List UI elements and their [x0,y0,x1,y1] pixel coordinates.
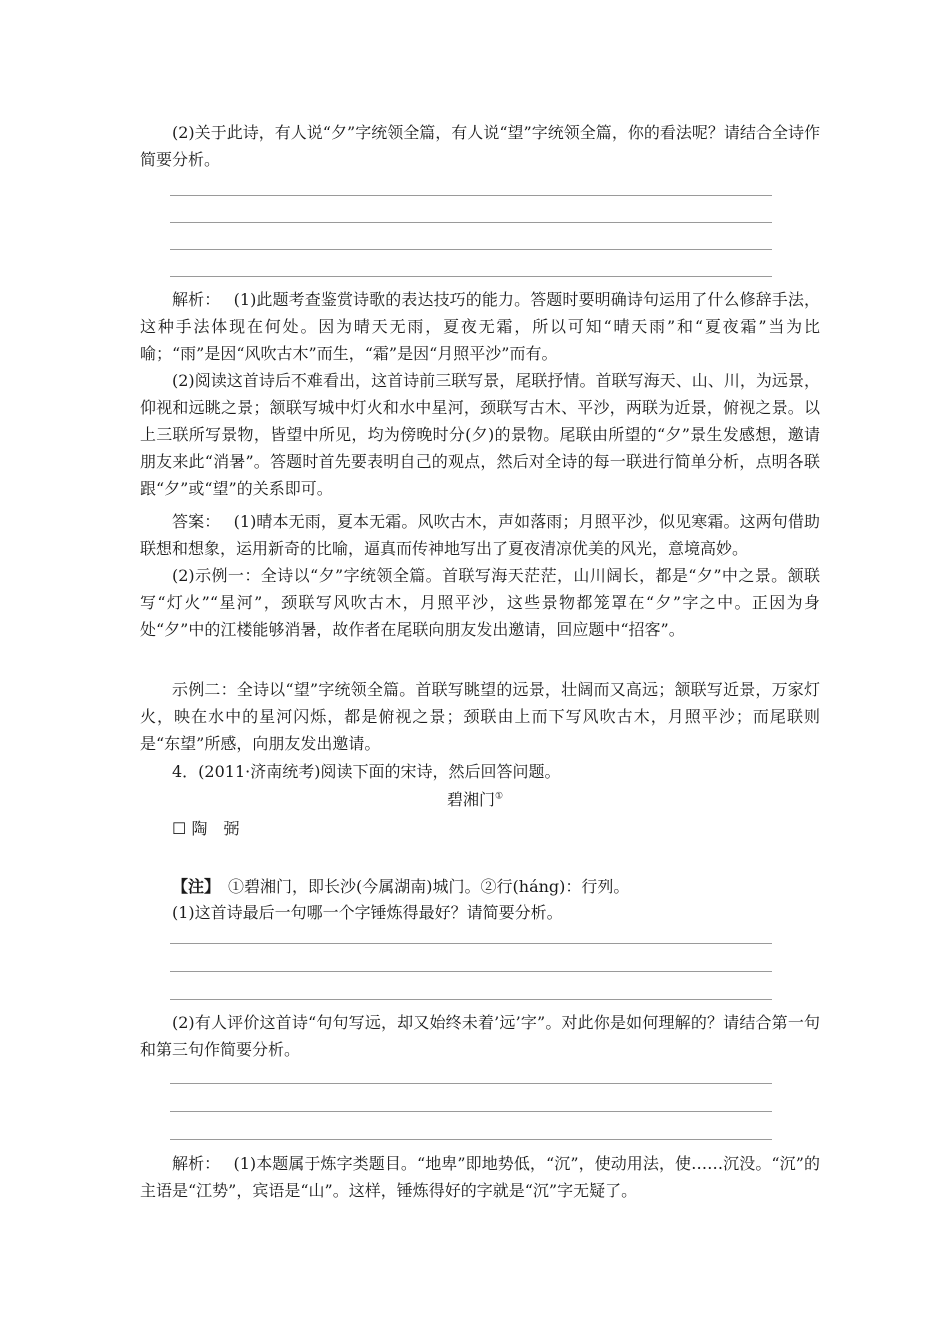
answer-line[interactable] [170,1083,772,1084]
answer-line[interactable] [170,249,772,250]
answer-3-example-2: 示例二：全诗以“望”字统领全篇。首联写眺望的远景，壮阔而又高远；颔联写近景，万家灯火，映在水中的星河闪烁，都是俯视之景；颈联由上而下写风吹古木，月照平沙；而尾联则是“东望”所感，向朋友发出邀请。 [140,680,820,753]
answer-label: 答案： [172,512,213,531]
answer-line[interactable] [170,195,772,196]
answer-line[interactable] [170,999,772,1000]
answer-text: (1)晴本无雨，夏本无霜。风吹古木，声如落雨；月照平沙，似见寒霜。这两句借助联想和想象，运用新奇的比喻，逼真而传神地写出了夏夜清凉优美的风光，意境高妙。 [140,512,820,558]
answer-line[interactable] [170,1139,772,1140]
analysis-3-part-2: (2)阅读这首诗后不难看出，这首诗前三联写景，尾联抒情。首联写海天、山、川，为远景，仰视和远眺之景；颔联写城中灯火和水中星河，颈联写古木、平沙，两联为近景，俯视之景。以上三联所写景物，皆望中所见，均为傍晚时分(夕)的景物。尾联由所望的“夕”景生发感想，邀请朋友来此“消暑”。答题时首先要表明自己的观点，然后对全诗的每一联进行简单分析，点明各联跟“夕”或“望”的关系即可。 [140,371,820,498]
question-4-part-1: (1)这首诗最后一句哪一个字锤炼得最好？请简要分析。 [172,903,563,922]
answer-3-part-1 [140,508,820,562]
image-placeholder-icon: ☐ [172,819,187,838]
poem-note [140,873,820,900]
answer-3-example-1: (2)示例一：全诗以“夕”字统领全篇。首联写海天茫茫，山川阔长，都是“夕”中之景。颔联写“灯火”“星河”，颈联写风吹古木，月照平沙，这些景物都笼罩在“夕”字之中。正因为身处“夕”中的江楼能够消暑，故作者在尾联向朋友发出邀请，回应题中“招客”。 [140,566,820,639]
poem-title [0,786,950,813]
answer-line[interactable] [170,276,772,277]
footnote-mark: ① [494,791,504,802]
analysis-4-part-1 [140,1150,820,1204]
answer-line[interactable] [170,971,772,972]
analysis-label: 解析： [172,1154,213,1173]
analysis-3-part-1 [140,286,820,367]
answer-line[interactable] [170,943,772,944]
answer-line[interactable] [170,1111,772,1112]
poem-author [172,815,472,842]
author-name: 陶 弼 [191,819,240,838]
analysis-text: (1)此题考查鉴赏诗歌的表达技巧的能力。答题时要明确诗句运用了什么修辞手法，这种手法体现在何处。因为晴天无雨，夏夜无霜，所以可知“晴天雨”和“夏夜霜”当为比喻；“雨”是因“风吹古木”而生，“霜”是因“月照平沙”而有。 [140,290,820,363]
answer-line[interactable] [170,222,772,223]
note-label: 【注】 [172,877,213,896]
question-3-part-2: (2)关于此诗，有人说“夕”字统领全篇，有人说“望”字统领全篇，你的看法呢？请结合全诗作简要分析。 [140,123,820,169]
analysis-text: (1)本题属于炼字类题目。“地卑”即地势低，“沉”，使动用法，使……沉没。“沉”的主语是“江势”，宾语是“山”。这样，锤炼得好的字就是“沉”字无疑了。 [140,1154,820,1200]
analysis-label: 解析： [172,290,213,309]
note-text: ①碧湘门，即长沙(今属湖南)城门。②行(háng)：行列。 [228,877,630,896]
poem-title-text: 碧湘门 [446,790,495,809]
question-4-part-2: (2)有人评价这首诗“句句写远，却又始终未着’远’字”。对此你是如何理解的？请结合第一句和第三句作简要分析。 [140,1013,820,1059]
question-4-stem: 4．(2011·济南统考)阅读下面的宋诗，然后回答问题。 [172,762,561,781]
